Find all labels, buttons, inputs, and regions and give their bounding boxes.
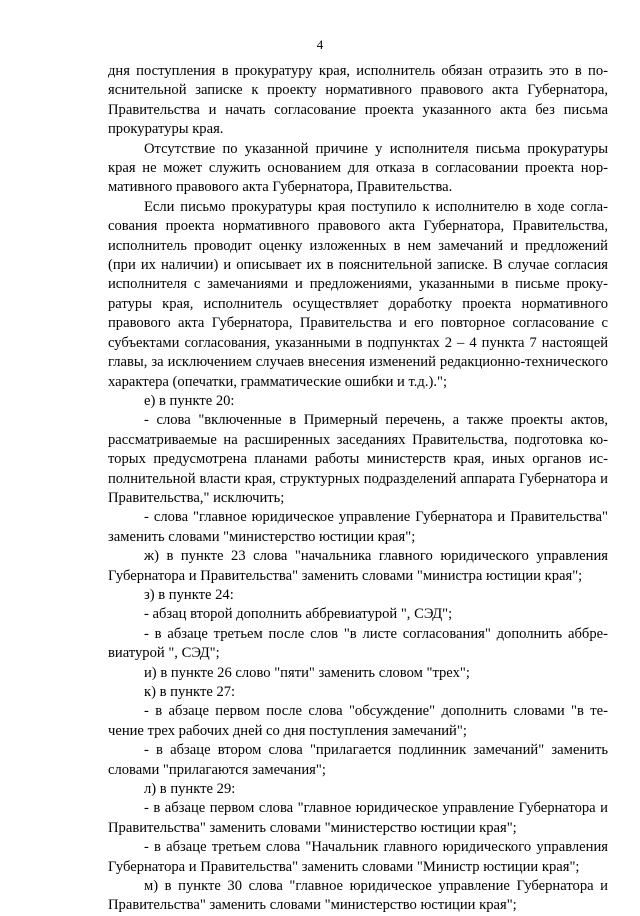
document-body	[108, 62, 608, 916]
item-l-bullet-2: - в абзаце третьем слова "Начальник главного юридического управления Губернатора и Правительства" заменить словами "Министр юстиции края";	[108, 839, 608, 875]
item-k-bullet-1: - в абзаце первом после слова "обсуждение" дополнить словами "в течение трех рабочих дней со дня поступления замечаний";	[108, 703, 608, 739]
page-number: 4	[316, 37, 324, 52]
item-e-bullet-2: - слова "главное юридическое управление Губернатора и Правительства" заменить словами "министерство юстиции края";	[108, 509, 608, 545]
item-l-bullet-1: - в абзаце первом слова "главное юридическое управление Губернатора и Правительства" заменить словами "министерство юстиции края";	[108, 800, 608, 836]
item-zh: ж) в пункте 23 слова "начальника главного юридического управления Губернатора и Правительства" заменить словами "министра юстиции края";	[108, 548, 608, 584]
item-z-bullet-1: - абзац второй дополнить аббревиатурой ", СЭД";	[144, 606, 453, 623]
item-k-bullet-2: - в абзаце втором слова "прилагается подлинник замечаний" заменить словами "прилагаются замечания";	[108, 742, 608, 778]
paragraph-continuation: дня поступления в прокуратуру края, исполнитель обязан отразить это в пояснительной записке к проекту нормативного правового акта Губернатора, Правительства и начать согласование проекта указанного акта без письма прокуратуры края.	[108, 63, 608, 138]
item-m: м) в пункте 30 слова "главное юридическое управление Губернатора и Правительства" заменить словами "министерство юстиции края";	[108, 878, 608, 914]
item-l-heading: л) в пункте 29:	[144, 781, 236, 798]
paragraph-absence-of-letter: Отсутствие по указанной причине у исполнителя письма прокуратуры края не может служить основанием для отказа в согласовании проекта нормативного правового акта Губернатора, Правительства.	[108, 140, 608, 196]
item-z-bullet-2: - в абзаце третьем после слов "в листе согласования" дополнить аббревиатурой ", СЭД";	[108, 625, 608, 662]
item-i: и) в пункте 26 слово "пяти" заменить словом "трех";	[144, 664, 470, 681]
item-z-heading: з) в пункте 24:	[144, 586, 234, 603]
item-e-heading: е) в пункте 20:	[144, 392, 235, 409]
paragraph-letter-received: Если письмо прокуратуры края поступило к исполнителю в ходе согласования проекта нормативного правового акта Губернатора, Правительства, исполнитель проводит оценку изложенных в нем замечаний и предложений (при их наличии) и описывает их в пояснительной записке. В случае согласия исполнителя с замечаниями и предложениями, указанными в письме прокуратуры края, исполнитель осуществляет доработку проекта нормативного правового акта Губернатора, Правительства и его повторное согласование с субъектами согласования, указанными в подпунктах 2 – 4 пункта 7 настоящей главы, за исключением случаев внесения изменений редакционно-технического характера (опечатки, грамматические ошибки и т.д.).";	[108, 198, 608, 390]
item-k-heading: к) в пункте 27:	[144, 684, 236, 700]
item-e-bullet-1: - слова "включенные в Примерный перечень, а также проекты актов, рассматриваемые на расширенных заседаниях Правительства, подготовка которых предусмотрена планами работы министерств края, иных органов исполнительной власти края, структурных подразделений аппарата Губернатора и Правительства," исключить;	[108, 412, 608, 506]
